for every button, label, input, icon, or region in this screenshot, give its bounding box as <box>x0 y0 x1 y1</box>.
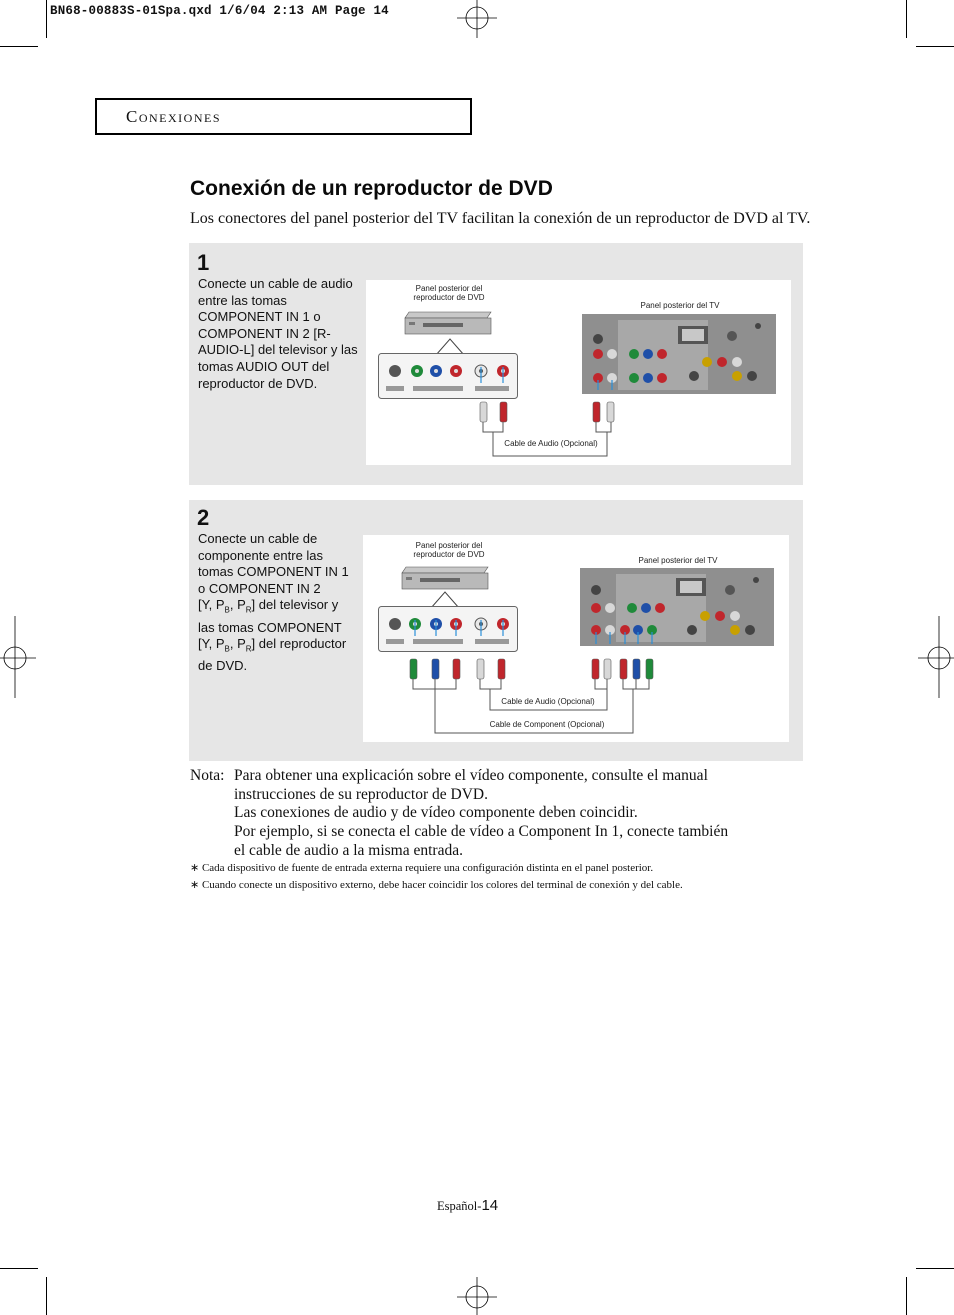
page-number <box>437 1197 498 1214</box>
step-2-text-line: Conecte un cable de <box>198 531 318 546</box>
note-line: Las conexiones de audio y de vídeo componente deben coincidir. <box>234 804 638 822</box>
dvd-panel-label: Panel posterior del reproductor de DVD <box>413 284 485 302</box>
component-and-audio-cable-plugs-icon <box>405 655 660 737</box>
crop-mark <box>916 1268 954 1269</box>
component-cable-label: Cable de Component (Opcional) <box>489 720 605 729</box>
registration-mark-icon <box>455 0 499 40</box>
crop-mark <box>906 1277 907 1315</box>
crop-mark <box>906 0 907 38</box>
step-2-text-line: [Y, $P_B$, $P_R$] del reproductor <box>198 636 347 654</box>
registration-mark-icon <box>914 616 954 698</box>
crop-mark <box>46 0 47 38</box>
note-block <box>190 767 790 861</box>
step-1-text: Conecte un cable de audio entre las tomas COMPONENT IN 1 o COMPONENT IN 2 [R-AUDIO-L] del televisor y las tomas AUDIO OUT del reproductor de DVD. <box>198 276 358 391</box>
tv-rear-panel-icon <box>580 568 774 646</box>
tv-panel-label: Panel posterior del TV <box>638 556 718 565</box>
audio-cable-label: Cable de Audio (Opcional) <box>504 439 598 448</box>
intro-text: Los conectores del panel posterior del TV facilitan la conexión de un reproductor de DVD al TV. <box>190 210 811 227</box>
note-line: Para obtener una explicación sobre el vídeo componente, consulte el manual <box>234 767 708 784</box>
dvd-rear-panel-icon <box>378 353 518 399</box>
note-line: Por ejemplo, si se conecta el cable de vídeo a Component In 1, conecte también <box>234 823 729 841</box>
dvd-player-icon <box>403 308 495 338</box>
dvd-panel-label: Panel posterior del reproductor de DVD <box>413 541 485 559</box>
page-label: Español- <box>437 1199 482 1213</box>
note-line: el cable de audio a la misma entrada. <box>234 841 463 859</box>
crop-mark <box>0 1268 38 1269</box>
step-2-text-line: tomas COMPONENT IN 1 <box>198 564 349 580</box>
crop-mark <box>0 46 38 47</box>
step-2-text-line: de DVD. <box>198 658 248 674</box>
crop-mark <box>916 46 954 47</box>
step-2-number: 2 <box>197 505 210 530</box>
tv-panel-label: Panel posterior del TV <box>640 301 720 310</box>
registration-mark-icon <box>0 616 40 698</box>
audio-cable-plugs-icon <box>475 398 620 458</box>
step-2-text <box>198 531 360 675</box>
step-1-number: 1 <box>197 250 210 275</box>
page-title: Conexión de un reproductor de DVD <box>190 177 553 200</box>
registration-mark-icon <box>455 1275 499 1315</box>
crop-mark <box>46 1277 47 1315</box>
dvd-rear-panel-icon <box>378 606 518 652</box>
step-2-text-line: [Y, $P_B$, $P_R$] del televisor y <box>198 597 339 615</box>
step-2-text-line: las tomas COMPONENT <box>198 619 342 635</box>
footnote: ∗ Cuando conecte un dispositivo externo, debe hacer coincidir los colores del terminal de conexión y del cable. <box>190 879 683 891</box>
step-2-text-line: componente entre las <box>198 547 324 563</box>
page-number-value: 14 <box>481 1197 499 1214</box>
note-line: instrucciones de su reproductor de DVD. <box>234 785 488 803</box>
print-header: BN68-00883S-01Spa.qxd 1/6/04 2:13 AM Page 14 <box>50 4 389 18</box>
step-2-text-line: o COMPONENT IN 2 <box>198 580 321 596</box>
footnote: ∗ Cada dispositivo de fuente de entrada externa requiere una configuración distinta en el panel posterior. <box>190 862 654 874</box>
tv-rear-panel-icon <box>582 314 776 394</box>
section-title: Conexiones <box>126 107 221 126</box>
note-label: Nota: <box>190 767 225 784</box>
audio-cable-label: Cable de Audio (Opcional) <box>501 697 595 706</box>
